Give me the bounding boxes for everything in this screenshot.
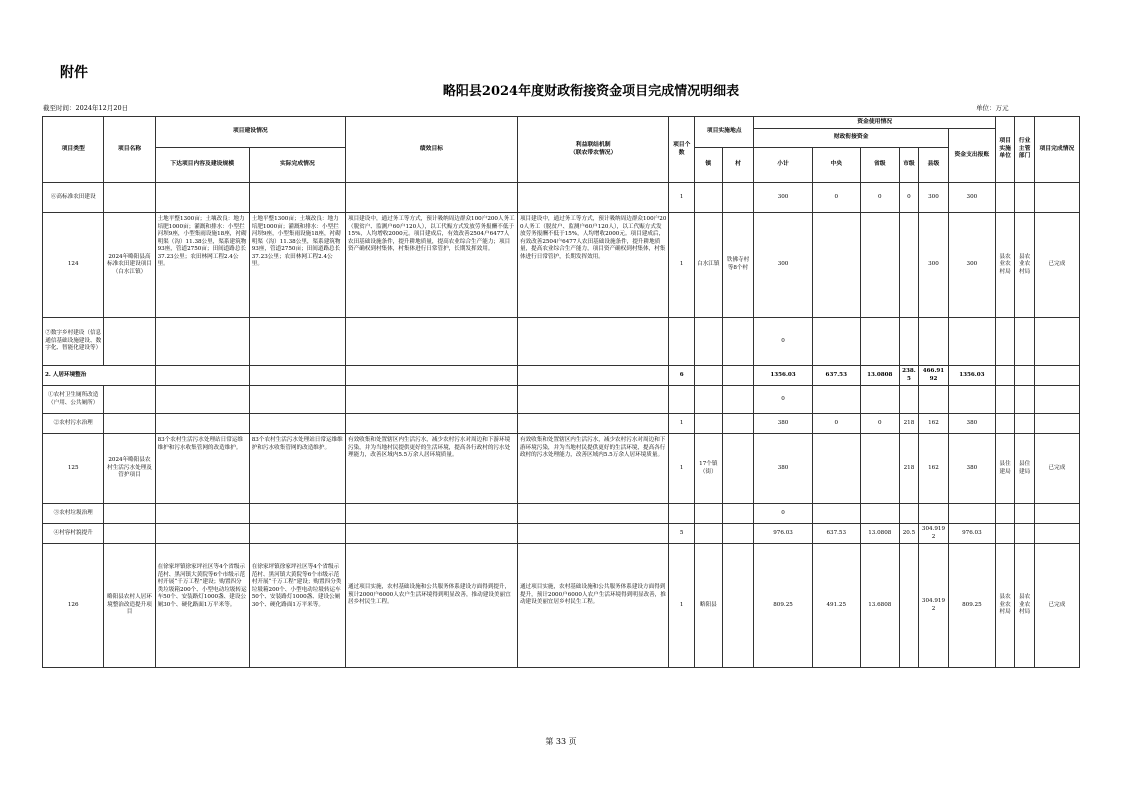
- project-table: [42, 116, 1080, 668]
- col-benefit-mechanism: 利益联结机制 （联农带农情况）: [517, 117, 668, 183]
- row-expenditure: 300: [948, 183, 995, 213]
- unit-label: 单位：万元: [976, 104, 1009, 112]
- col-planned-content: 下达项目内容及建设规模: [155, 148, 249, 183]
- row-county: 300: [919, 213, 949, 318]
- table-row: [43, 386, 1080, 414]
- row-name: 2024年略阳县农村生活污水处理及管护项目: [104, 434, 155, 504]
- col-construction: 项目建设情况: [155, 117, 345, 148]
- row-county: 162: [919, 434, 949, 504]
- row-provincial: 0: [860, 183, 899, 213]
- row-planned: 83个农村生活污水处理站日常运维维护和污水收集管网的改造维护。: [155, 434, 249, 504]
- row-no: 126: [43, 544, 104, 668]
- row-type: 2. 人居环境整治: [43, 366, 156, 386]
- row-subtotal: 0: [754, 318, 812, 366]
- page-title: 略阳县2024年度财政衔接资金项目完成情况明细表: [442, 84, 740, 99]
- col-fiscal-fund: 财政衔接资金: [754, 129, 948, 148]
- row-subtotal: 300: [754, 183, 812, 213]
- row-county: 304.9192: [919, 524, 949, 544]
- row-county: 300: [919, 183, 949, 213]
- row-central: 491.25: [812, 544, 860, 668]
- row-name: 2024年略阳县高标准农田建设项目（白水江镇）: [104, 213, 155, 318]
- row-city: 218: [899, 434, 918, 504]
- row-benefit: 项目建设中，通过务工等方式，预计吸纳周边群众100户200人务工（脱贫户、监测户60户120人），以工代赈方式发放劳务报酬不低于15%，人均增收2000元。项目建成后，有效改善2504户6477人农田基础设施条件，提升耕地质量，提高农业综合生产能力，项目资产确权到村集体，村集体进行日常管护，长期发挥效用。: [517, 213, 668, 318]
- row-expenditure: 380: [948, 434, 995, 504]
- table-row: [43, 524, 1080, 544]
- row-dept: 县住建局: [1015, 434, 1034, 504]
- col-industry-dept: 行业主管部门: [1015, 117, 1034, 183]
- row-count: 6: [669, 366, 695, 386]
- row-goal: 有效收集和处置辖区内生活污水，减少农村污水对周边和下游环境污染，并为当地村民提供更好的生活环境，提高各行政村的污水处理能力，改善区域内5.5万余人居环境质量。: [345, 434, 517, 504]
- col-project-type: 项目类型: [43, 117, 104, 183]
- table-row: [43, 183, 1080, 213]
- row-subtotal: 0: [754, 504, 812, 524]
- row-planned: 在徐家坪镇徐家坪社区等4个省级示范村、黑河镇大黄院等6个市级示范村开展“千万工程”建设；购置四分类垃圾箱200个、小型电动垃圾转运车50个、安装路灯1000盏、建设公厕30个、硬化路面1万平米等。: [155, 544, 249, 668]
- row-provincial: 13.0808: [860, 524, 899, 544]
- table-row: [43, 504, 1080, 524]
- row-subtotal: 809.25: [754, 544, 812, 668]
- row-goal: 项目建设中，通过务工等方式，预计吸纳周边群众100户200人务工（脱贫户、监测户60户120人），以工代赈方式发放劳务报酬不低于15%，人均增收2000元。项目建成后，有效改善2504户6477人农田基础设施条件，提升耕地质量，提高农业综合生产能力；项目资产确权到村集体，村集体进行日常管护，长期发挥效用。: [345, 213, 517, 318]
- cutoff-date: 截至时间：2024年12月20日: [43, 104, 129, 112]
- col-village: 村: [722, 148, 754, 183]
- row-count: 1: [669, 183, 695, 213]
- table-row: [43, 318, 1080, 366]
- row-unit: 县农业农村局: [995, 213, 1014, 318]
- row-unit: 县农业农村局: [995, 544, 1014, 668]
- row-count: 1: [669, 434, 695, 504]
- col-provincial: 省级: [860, 148, 899, 183]
- row-count: 1: [669, 213, 695, 318]
- row-status: 已完成: [1034, 544, 1079, 668]
- col-town: 镇: [695, 148, 723, 183]
- row-central: 637.53: [812, 366, 860, 386]
- row-type: ④村容村貌提升: [43, 524, 104, 544]
- row-goal: 通过项目实施，农村基础设施和公共服务体系建设方面得到提升，预计2000户6000人农户生活环境得到明显改善，推动建设美丽宜居乡村民生工程。: [345, 544, 517, 668]
- row-subtotal: 976.03: [754, 524, 812, 544]
- row-no: 125: [43, 434, 104, 504]
- row-county: 162: [919, 414, 949, 434]
- row-benefit: 有效收集和处置辖区内生活污水，减少农村污水对周边和下游环境污染，并为当地村民提供更好的生活环境，提高各行政村的污水处理能力，改善区域内5.5万余人居环境质量。: [517, 434, 668, 504]
- col-implementing-unit: 项目实施单位: [995, 117, 1014, 183]
- table-row: [43, 414, 1080, 434]
- row-county: 304.9192: [919, 544, 949, 668]
- row-benefit: 通过项目实施，农村基础设施和公共服务体系建设方面得到提升，预计2000户6000人农户生活环境得到明显改善，推动建设美丽宜居乡村民生工程。: [517, 544, 668, 668]
- col-fund-usage: 资金使用情况: [754, 117, 996, 129]
- row-city: 238.5: [899, 366, 918, 386]
- row-actual: 83个农村生活污水处理站日常运维维护和污水收集管网的改造维护。: [249, 434, 345, 504]
- row-expenditure: 1356.03: [948, 366, 995, 386]
- row-central: 0: [812, 183, 860, 213]
- row-city: 20.5: [899, 524, 918, 544]
- row-type: ⑥高标准农田建设: [43, 183, 104, 213]
- row-actual: 在徐家坪镇徐家坪社区等4个省级示范村、黑河镇大黄院等6个市级示范村开展“千万工程”建设；购置四分类垃圾箱200个、小型电动垃圾转运车50个、安装路灯1000盏、建设公厕30个、硬化路面1万平米等。: [249, 544, 345, 668]
- row-dept: 县农业农村局: [1015, 213, 1034, 318]
- row-village: 铁佛寺村等8个村: [722, 213, 754, 318]
- row-count: 1: [669, 544, 695, 668]
- col-performance-goal: 绩效目标: [345, 117, 517, 183]
- row-count: 1: [669, 414, 695, 434]
- row-town: 17个镇（街）: [695, 434, 723, 504]
- row-city: 218: [899, 414, 918, 434]
- row-expenditure: 976.03: [948, 524, 995, 544]
- row-town: 略阳县: [695, 544, 723, 668]
- table-row: [43, 434, 1080, 504]
- row-name: 略阳县农村人居环境整治改造提升项目: [104, 544, 155, 668]
- table-row: [43, 544, 1080, 668]
- row-planned: 土地平整1300亩；土壤改良：地力培肥1000亩；灌溉和排水：小型拦河坝9座，小型集雨设施18座，衬砌明渠（沟）11.38公里，渠系建筑物93座，管道2750亩；田间道路总长37.23公里；农田林网工程2.4公里。: [155, 213, 249, 318]
- row-provincial: 13.6808: [860, 544, 899, 668]
- row-city: 0: [899, 183, 918, 213]
- col-project-name: 项目名称: [104, 117, 155, 183]
- page-number: 第 33 页: [545, 737, 577, 746]
- row-no: 124: [43, 213, 104, 318]
- col-central: 中央: [812, 148, 860, 183]
- row-type: ①农村卫生厕所改造（户用、公共厕所）: [43, 386, 104, 414]
- col-location: 项目实施地点: [695, 117, 754, 148]
- row-subtotal: 300: [754, 213, 812, 318]
- row-actual: 土地平整1300亩；土壤改良：地力培肥1000亩；灌溉和排水：小型拦河坝9座，小型集雨设施18座，衬砌明渠（沟）11.38公里，渠系建筑物93座，管道2750亩；田间道路总长37.23公里；农田林网工程2.4公里。: [249, 213, 345, 318]
- row-unit: 县住建局: [995, 434, 1014, 504]
- col-county: 县级: [919, 148, 949, 183]
- col-project-count: 项目个数: [669, 117, 695, 183]
- table-row: [43, 213, 1080, 318]
- row-status: 已完成: [1034, 213, 1079, 318]
- row-subtotal: 0: [754, 386, 812, 414]
- row-subtotal: 380: [754, 414, 812, 434]
- row-town: 白水江镇: [695, 213, 723, 318]
- row-count: 5: [669, 524, 695, 544]
- row-subtotal: 380: [754, 434, 812, 504]
- row-type: ⑦数字乡村建设（信息通信基础设施建设、数字化、智能化建设等）: [43, 318, 104, 366]
- row-type: ③农村垃圾治理: [43, 504, 104, 524]
- row-status: 已完成: [1034, 434, 1079, 504]
- table-row: [43, 366, 1080, 386]
- col-city: 市级: [899, 148, 918, 183]
- col-actual-completion: 实际完成情况: [249, 148, 345, 183]
- attachment-label: 附件: [60, 65, 88, 81]
- row-dept: 县农业农村局: [1015, 544, 1034, 668]
- col-completion-status: 项目完成情况: [1034, 117, 1079, 183]
- row-provincial: 0: [860, 414, 899, 434]
- row-type: ②农村污水治理: [43, 414, 104, 434]
- row-provincial: 13.0808: [860, 366, 899, 386]
- row-expenditure: 380: [948, 414, 995, 434]
- col-subtotal: 小计: [754, 148, 812, 183]
- row-central: 0: [812, 414, 860, 434]
- row-subtotal: 1356.03: [754, 366, 812, 386]
- row-expenditure: 300: [948, 213, 995, 318]
- row-central: 637.53: [812, 524, 860, 544]
- col-fund-expenditure: 资金支出报账: [948, 129, 995, 183]
- row-county: 466.9192: [919, 366, 949, 386]
- row-expenditure: 809.25: [948, 544, 995, 668]
